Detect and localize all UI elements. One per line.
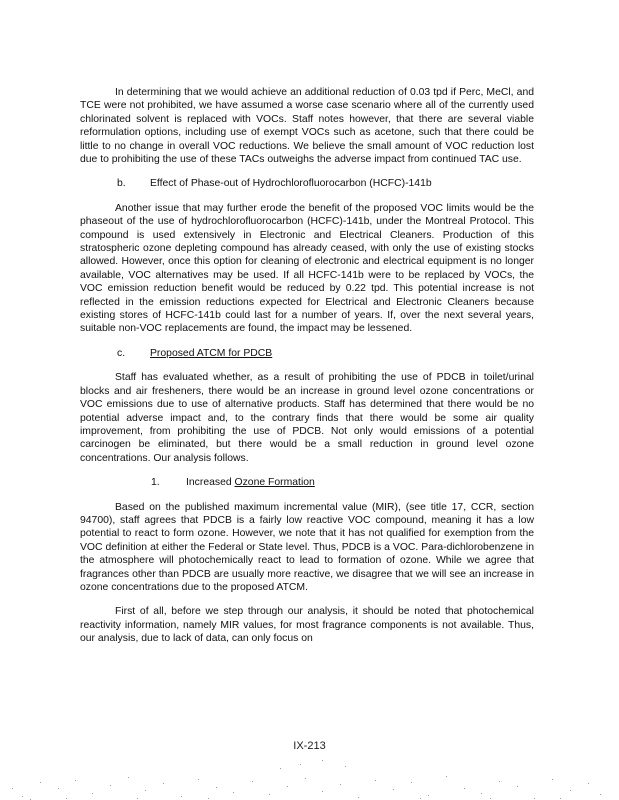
subsection-title-underlined: Ozone Formation — [234, 477, 315, 489]
paragraph-mir-analysis: Based on the published maximum incremental value (MIR), (see title 17, CCR, section 94700), staff agrees that PDCB is a fairly low reactive VOC compound, meaning it has a low potential to react to form ozone. However, we note that it has not qualified for exemption from the VOC definition at either the Federal or State level. Thus, PDCB is a VOC. Para-dichlorobenzene in the atmosphere will photochemically react to lead to formation of ozone. While we agree that fragrances other than PDCB are usually more reactive, we disagree that we will see an increase in ozone concentrations due to the proposed ATCM. — [80, 501, 534, 593]
paragraph-hcfc-phaseout: Another issue that may further erode the benefit of the proposed VOC limits would be the phaseout of the use of hydrochlorofluorocarbon (HCFC)-141b, under the Montreal Protocol. This compound is used extensively in Electronic and Electrical Cleaners. Production of this stratospheric ozone depleting compound has already ceased, with only the use of existing stocks allowed. However, once this option for cleaning of electronic and electrical equipment is no longer available, VOC alternatives may be used. If all HCFC-141b were to be replaced by VOCs, the VOC emission reduction benefit would be reduced by 0.22 tpd. This potential increase is not reflected in the emission reductions expected for Electrical and Electronic Cleaners because existing stores of HCFC-141b could last for a number of years. If, over the next several years, suitable non-VOC replacements are found, the impact may be lessened. — [80, 202, 534, 335]
section-heading-c — [80, 347, 534, 360]
paragraph-pdcb-evaluation: Staff has evaluated whether, as a result of prohibiting the use of PDCB in toilet/urinal blocks and air fresheners, there would be an increase in ground level ozone concentrations or VOC emissions due to use of alternative products. Staff has determined that there would be no potential adverse impact and, to the contrary finds that there would be some air quality improvement, from prohibiting the use of PDCB. Not only would emissions of a potential carcinogen be eliminated, but there would be a small reduction in ground level ozone concentrations. Our analysis follows. — [80, 372, 534, 464]
section-heading-b — [80, 177, 534, 190]
page-number: IX-213 — [293, 740, 326, 752]
subsection-heading-1 — [80, 476, 534, 489]
subsection-title — [186, 476, 315, 489]
document-body — [80, 86, 534, 646]
subsection-title-prefix: Increased — [186, 477, 235, 489]
section-number: c. — [117, 347, 126, 359]
section-title: Proposed ATCM for PDCB — [150, 347, 273, 359]
subsection-number: 1. — [151, 477, 160, 489]
section-title: Effect of Phase-out of Hydrochlorofluorocarbon (HCFC)-141b — [150, 178, 432, 190]
paragraph-fragrance-reactivity: First of all, before we step through our analysis, it should be noted that photochemical reactivity information, namely MIR values, for most fragrance components is not available. Thus, our analysis, due to lack of data, can only focus on — [80, 606, 534, 645]
paragraph-chlorinated-solvents: In determining that we would achieve an additional reduction of 0.03 tpd if Perc, MeCl, and TCE were not prohibited, we have assumed a worse case scenario where all of the currently used chlorinated solvent is replaced with VOCs. Staff notes however, that there are several viable reformulation options, including use of exempt VOCs such as acetone, such that there could be little to no change in overall VOC reductions. We believe the small amount of VOC reduction lost due to prohibiting the use of these TACs outweighs the adverse impact from continued TAC use. — [80, 87, 534, 166]
section-number: b. — [117, 178, 126, 190]
scan-noise — [0, 752, 619, 800]
